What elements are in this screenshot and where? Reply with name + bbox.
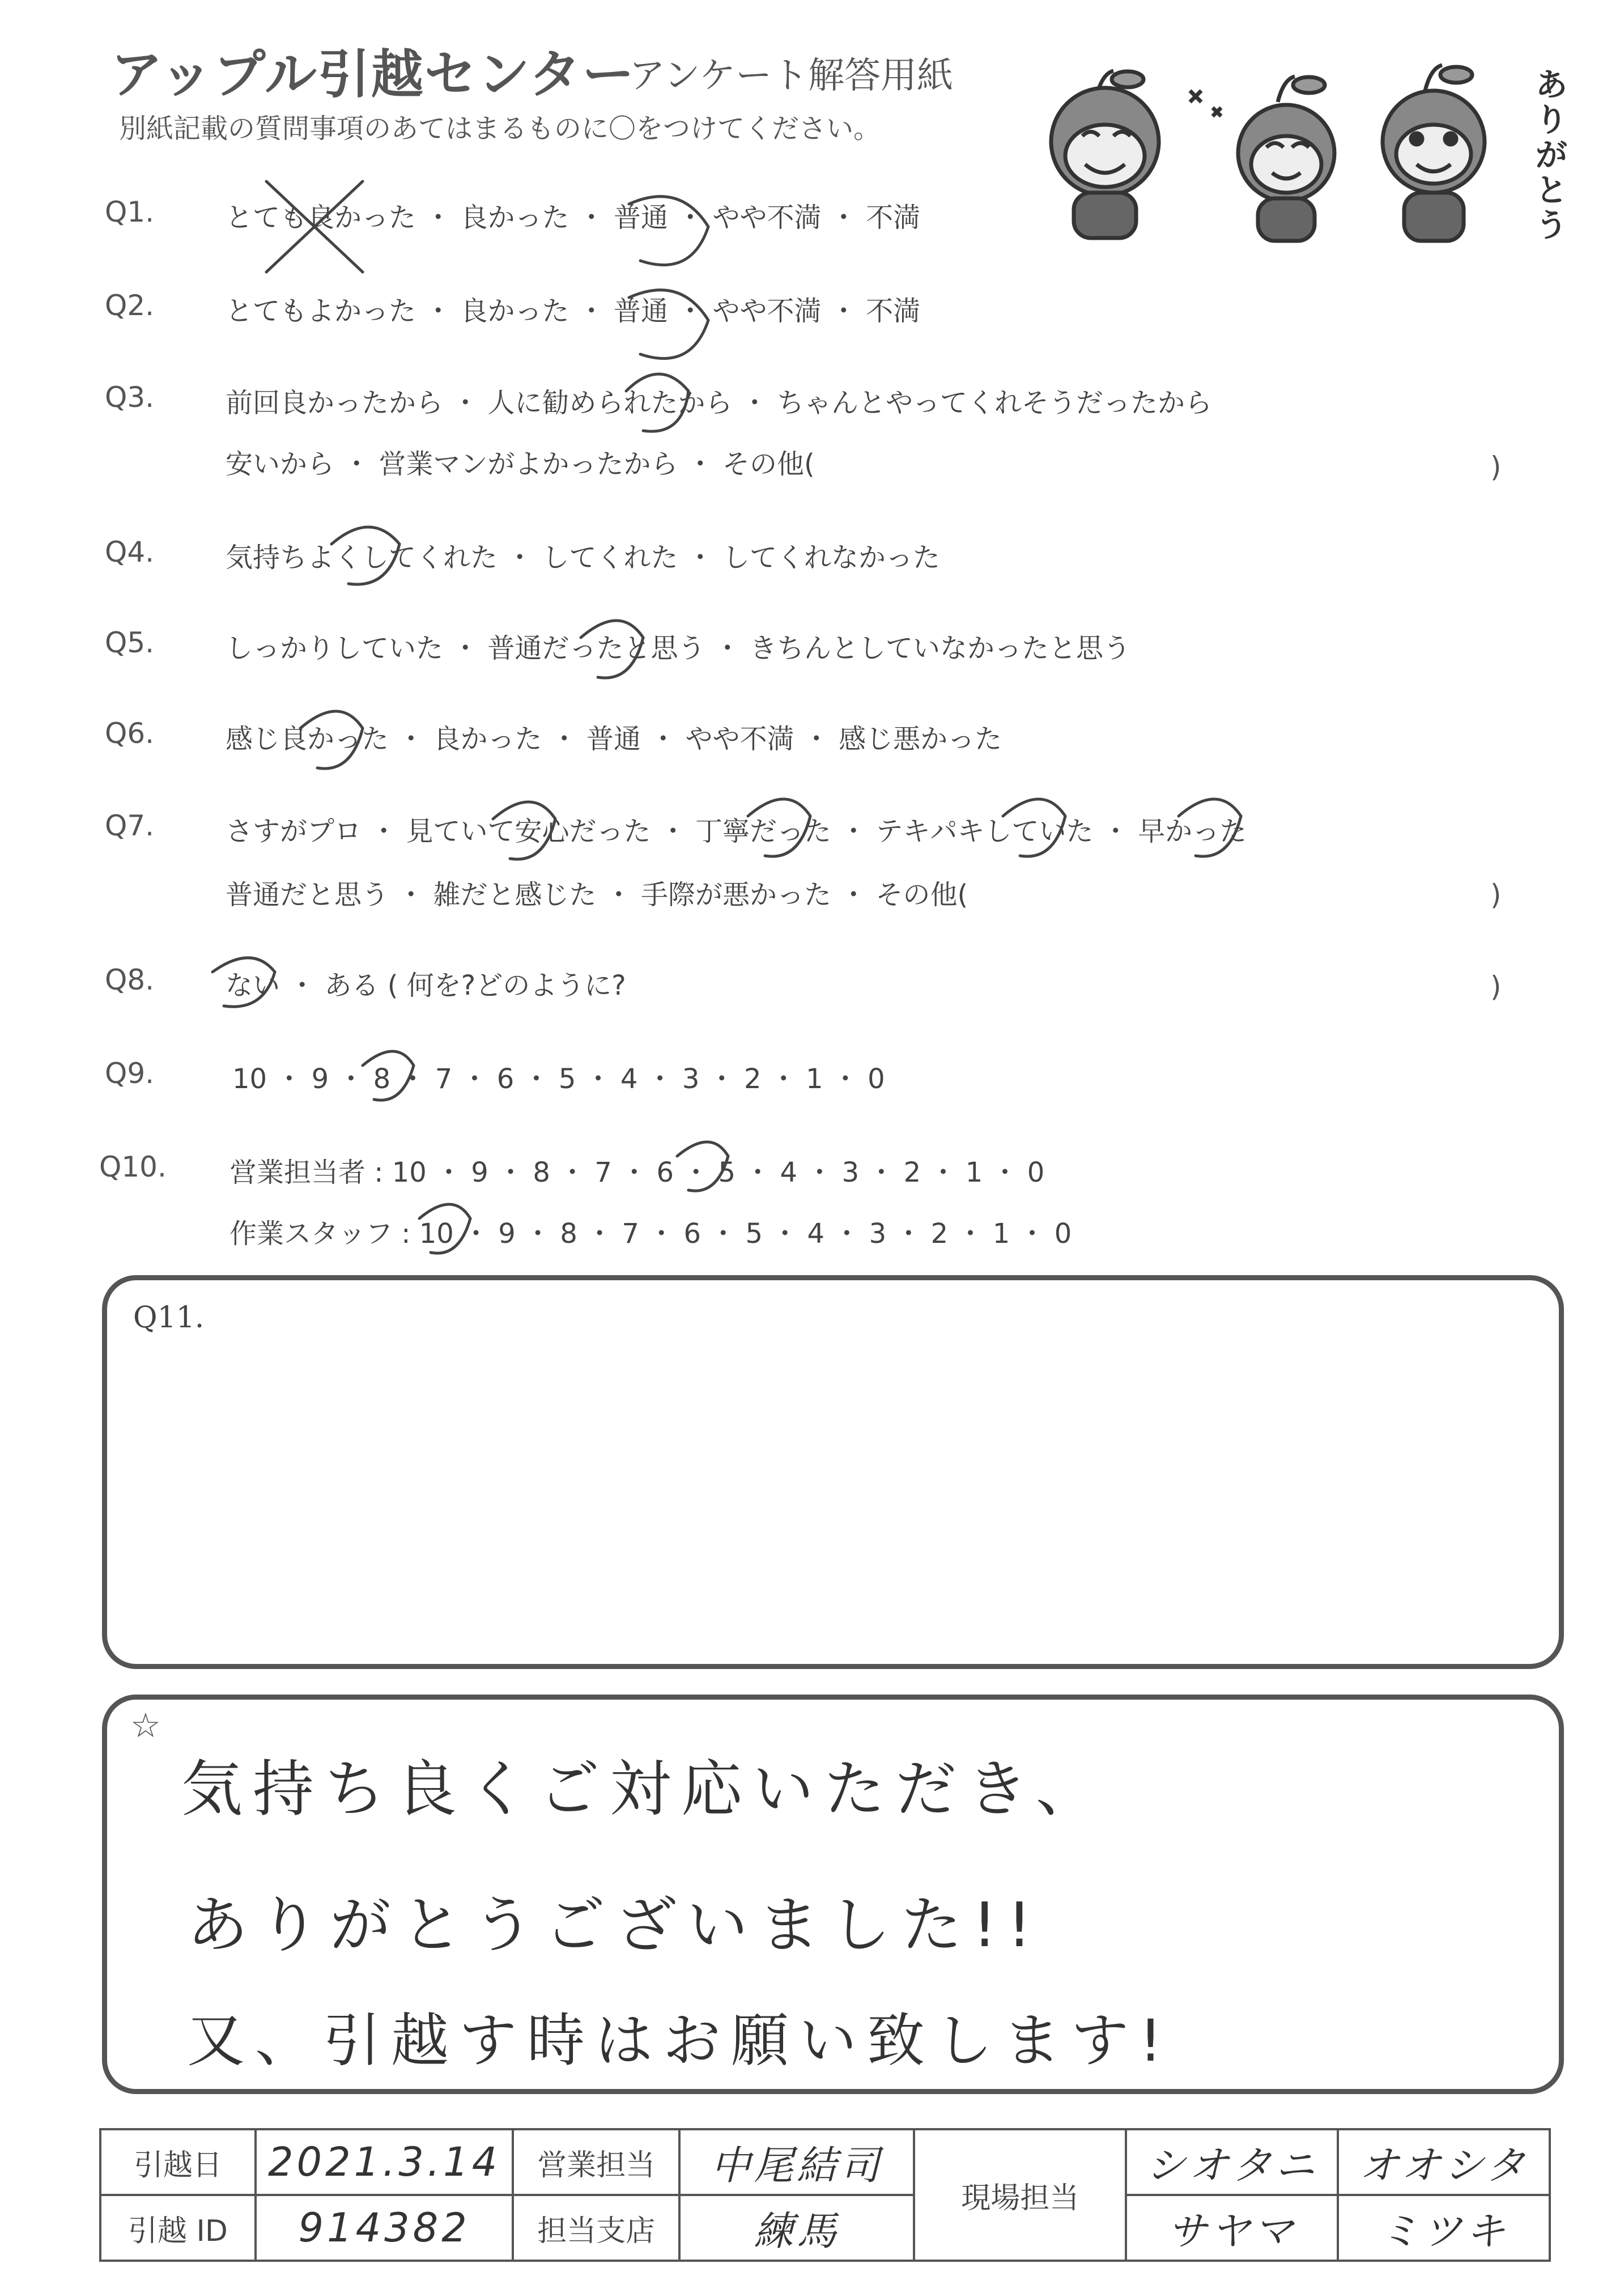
q7-close-paren: ) (1490, 878, 1502, 911)
q10-label: Q10. (99, 1150, 167, 1183)
branch-label: 担当支店 (513, 2195, 679, 2261)
q9-label: Q9. (105, 1057, 155, 1090)
moving-date-value: 2021.3.14 (256, 2129, 513, 2195)
q8-close-paren: ) (1490, 970, 1502, 1003)
moving-id-label: 引越 ID (100, 2195, 256, 2261)
site-staff-2: オオシタ (1338, 2129, 1550, 2195)
comment-line-3: 又、引越す時はお願い致します! (187, 2007, 1172, 2075)
thanks-text: ありがとう (1536, 67, 1567, 244)
q1-label: Q1. (105, 196, 155, 228)
q8-label: Q8. (105, 963, 155, 996)
instruction-text: 別紙記載の質問事項のあてはまるものに〇をつけてください。 (119, 113, 881, 145)
q6-options: 感じ良かった ・ 良かった ・ 普通 ・ やや不満 ・ 感じ悪かった (226, 723, 1002, 755)
moving-id-value: 914382 (256, 2195, 513, 2261)
q3-options-line1: 前回良かったから ・ 人に勧められたから ・ ちゃんとやってくれそうだったから (226, 387, 1213, 419)
star-marker: ☆ (130, 1706, 161, 1746)
move-info-table (99, 2128, 1551, 2262)
q6-label: Q6. (105, 717, 155, 750)
q2-label: Q2. (105, 289, 155, 322)
q10-staff-options: 作業スタッフ : 10 ・ 9 ・ 8 ・ 7 ・ 6 ・ 5 ・ 4 ・ 3 ・ 2 ・ 1 ・ 0 (229, 1218, 1072, 1250)
sales-rep-label: 営業担当 (513, 2129, 679, 2195)
q3-close-paren: ) (1490, 451, 1502, 483)
moving-date-label: 引越日 (100, 2129, 256, 2195)
site-staff-4: ミツキ (1338, 2195, 1550, 2261)
q5-label: Q5. (105, 626, 155, 659)
q8-options: ない ・ ある ( 何を?どのように? (226, 970, 626, 1001)
q3-options-line2: 安いから ・ 営業マンがよかったから ・ その他( (226, 448, 815, 480)
branch-value: 練馬 (679, 2195, 914, 2261)
sales-rep-value: 中尾結司 (679, 2129, 914, 2195)
q7-options-line1: さすがプロ ・ 見ていて安心だった ・ 丁寧だった ・ テキパキしていた ・ 早かった (226, 816, 1247, 847)
q4-options: 気持ちよくしてくれた ・ してくれた ・ してくれなかった (226, 542, 941, 574)
q11-label: Q11. (133, 1301, 205, 1335)
q7-options-line2: 普通だと思う ・ 雑だと感じた ・ 手際が悪かった ・ その他( (226, 879, 968, 911)
comment-line-1: 気持ち良くご対応いただき、 (181, 1754, 1107, 1825)
q9-options: 10 ・ 9 ・ 8 ・ 7 ・ 6 ・ 5 ・ 4 ・ 3 ・ 2 ・ 1 ・ 0 (232, 1063, 885, 1095)
site-staff-3: サヤマ (1126, 2195, 1338, 2261)
q10-sales-options: 営業担当者 : 10 ・ 9 ・ 8 ・ 7 ・ 6 ・ 5 ・ 4 ・ 3 ・ 2 ・ 1 ・ 0 (229, 1157, 1045, 1188)
form-subtitle: アンケート解答用紙 (629, 55, 954, 97)
q4-label: Q4. (105, 536, 155, 568)
q5-options: しっかりしていた ・ 普通だったと思う ・ きちんとしていなかったと思う (226, 632, 1131, 664)
q7-label: Q7. (105, 809, 155, 842)
q3-label: Q3. (105, 381, 155, 414)
q2-options: とてもよかった ・ 良かった ・ 普通 ・ やや不満 ・ 不満 (226, 295, 921, 327)
site-staff-1: シオタニ (1126, 2129, 1338, 2195)
comment-line-2: ありがとうございました!! (187, 1890, 1042, 1961)
site-staff-label: 現場担当 (914, 2129, 1126, 2261)
form-title: アップル引越センター (110, 44, 636, 105)
q1-options: とても良かった ・ 良かった ・ 普通 ・ やや不満 ・ 不満 (226, 202, 921, 233)
q11-answer-box (102, 1275, 1564, 1669)
